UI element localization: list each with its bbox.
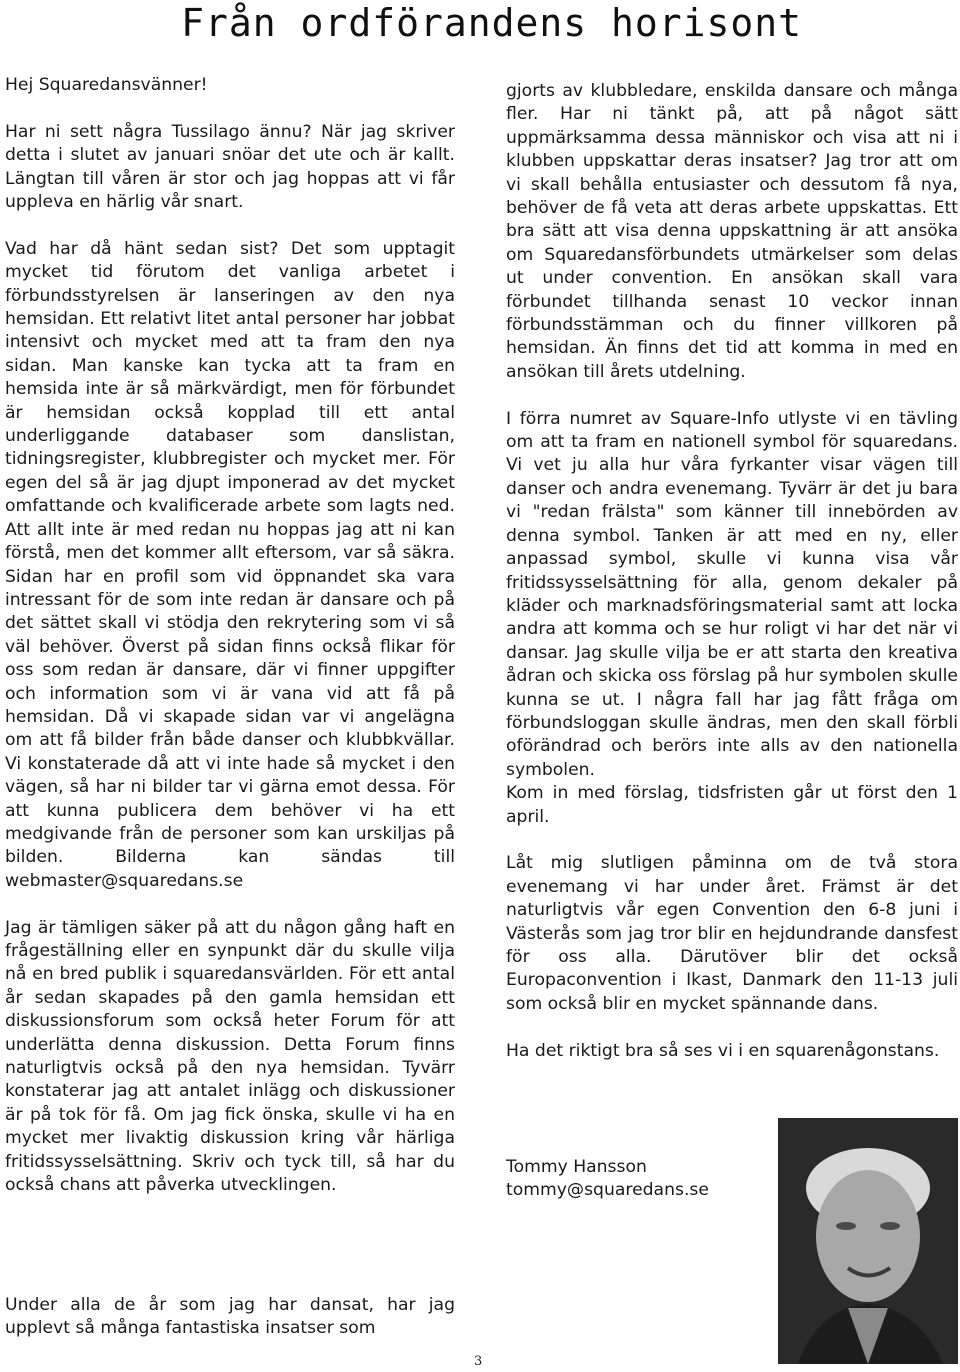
greeting: Hej Squaredansvänner! [5, 75, 208, 95]
portrait-graphic [778, 1118, 958, 1364]
page-number: 3 [474, 1354, 483, 1369]
paragraph-symbol: I förra numret av Square-Info utlyste vi en tävling om att ta fram en nationell symbol för squaredans. Vi vet ju alla hur våra fyrkanter visar vägen till danser och andra evenemang. Tyvärr är det ju bara vi "redan frälsta" som känner till innebörden av denna symbol. Tanken är att med en ny, eller anpassad symbol, skulle vi kunna visa vår fritidssysselsättning för alla, genom dekaler på kläder och marknadsföringsmaterial samt att locka andra att komma och se hur roligt vi har det när vi dansar. Jag skulle vilja be er att starta den kreativa ådran och skicka oss förslag på hur symbolen skulle kunna se ut. I några fall har jag fått fråga om förbundsloggan skulle ändras, men den skall förbli oförändrad och berörs inte alls av den nationella symbolen. [506, 408, 958, 780]
left-column [5, 74, 455, 1197]
signature [506, 1156, 709, 1203]
signature-email: tommy@squaredans.se [506, 1180, 709, 1201]
paragraph-volunteers-start: Under alla de år som jag har dansat, har jag upplevt så många fantastiska insatser som [5, 1295, 455, 1339]
paragraph-events: Låt mig slutligen påminna om de två stora evenemang vi har under året. Främst är det naturligtvis vår egen Convention den 6-8 juni i Västerås som jag tror blir en hejdundrande dansfest för oss alla. Därutöver blir det också Europaconvention i Ikast, Danmark den 11-13 juli som också blir en mycket spännande dans. [506, 853, 958, 1014]
signature-name: Tommy Hansson [506, 1157, 647, 1177]
paragraph-tussilago: Har ni sett några Tussilago ännu? När jag skriver detta i slutet av januari snöar det ute och är kallt. Längtan till våren är stor och jag hoppas att vi får uppleva en härlig vår snart. [5, 121, 455, 213]
paragraph-deadline: Kom in med förslag, tidsfristen går ut först den 1 april. [506, 783, 958, 827]
author-photo [778, 1118, 958, 1364]
paragraph-website: Vad har då hänt sedan sist? Det som upptagit mycket tid förutom det vanliga arbetet i förbundsstyrelsen är lanseringen av den nya hemsidan. Ett relativt litet antal personer har jobbat intensivt och mycket med att ta fram den nya sidan. Man kanske kan tycka att ta fram en hemsida inte är så märkvärdigt, men för förbundet är hemsidan också kopplad till ett antal underliggande databaser som danslistan, tidningsregister, klubbregister och mycket mer. För egen del så är jag djupt imponerad av det mycket omfattande och kvalificerade arbete som lagts ned. Att allt inte är med redan nu hoppas jag att ni kan förstå, men det kommer allt eftersom, var så säkra. Sidan har en profil som vid öppnandet ska vara intressant för de som inte redan är dansare och på det sättet skall vi stödja den rekrytering som vi så väl behöver. Överst på sidan finns också flikar för oss som redan är dansare, där vi finner uppgifter och information som vi är vana vid att få på hemsidan. Då vi skapade sidan var vi angelägna om att få bilder från både danser och klubbkvällar. Vi konstaterade då att vi inte hade så mycket i den vägen, så har ni bilder tar vi gärna emot dessa. För att kunna publicera dem behöver vi ha ett medgivande från de personer som kan urskiljas på bilden. Bilderna kan sändas till webmaster@squaredans.se [5, 238, 455, 891]
right-column [506, 80, 958, 1063]
paragraph-awards: gjorts av klubbledare, enskilda dansare och många fler. Har ni tänkt på, att på något sätt uppmärksamma dessa människor och visa att ni i klubben uppskattar deras insatser? Jag tror att om vi skall behålla entusiaster och dessutom få nya, behöver de få veta att deras arbete uppskattas. Ett bra sätt att visa denna uppskattning är att ansöka om Squaredansförbundets utmärkelser som delas ut under convention. En ansökan skall vara förbundet tillhanda senast 10 veckor innan förbundsstämman och du finner villkoren på hemsidan. Än finns det tid att komma in med en ansökan till årets utdelning. [506, 81, 958, 382]
page-title: Från ordförandens horisont [181, 1, 802, 45]
paragraph-closing: Ha det riktigt bra så ses vi i en squarenågonstans. [506, 1040, 940, 1061]
paragraph-forum: Jag är tämligen säker på att du någon gång haft en frågeställning eller en synpunkt där du skulle vilja nå en bred publik i squaredansvärlden. För ett antal år sedan skapades på den gamla hemsidan ett diskussionsforum som också heter Forum för att underlätta denna diskussion. Detta Forum finns naturligtvis också på den nya hemsidan. Tyvärr konstaterar jag att antalet inlägg och diskussioner är på tok för få. Om jag fick önska, skulle vi ha en mycket mer livaktig diskussion kring vår härliga fritidssysselsättning. Skriv och tyck till, så har du också chans att påverka utvecklingen. [5, 917, 455, 1196]
